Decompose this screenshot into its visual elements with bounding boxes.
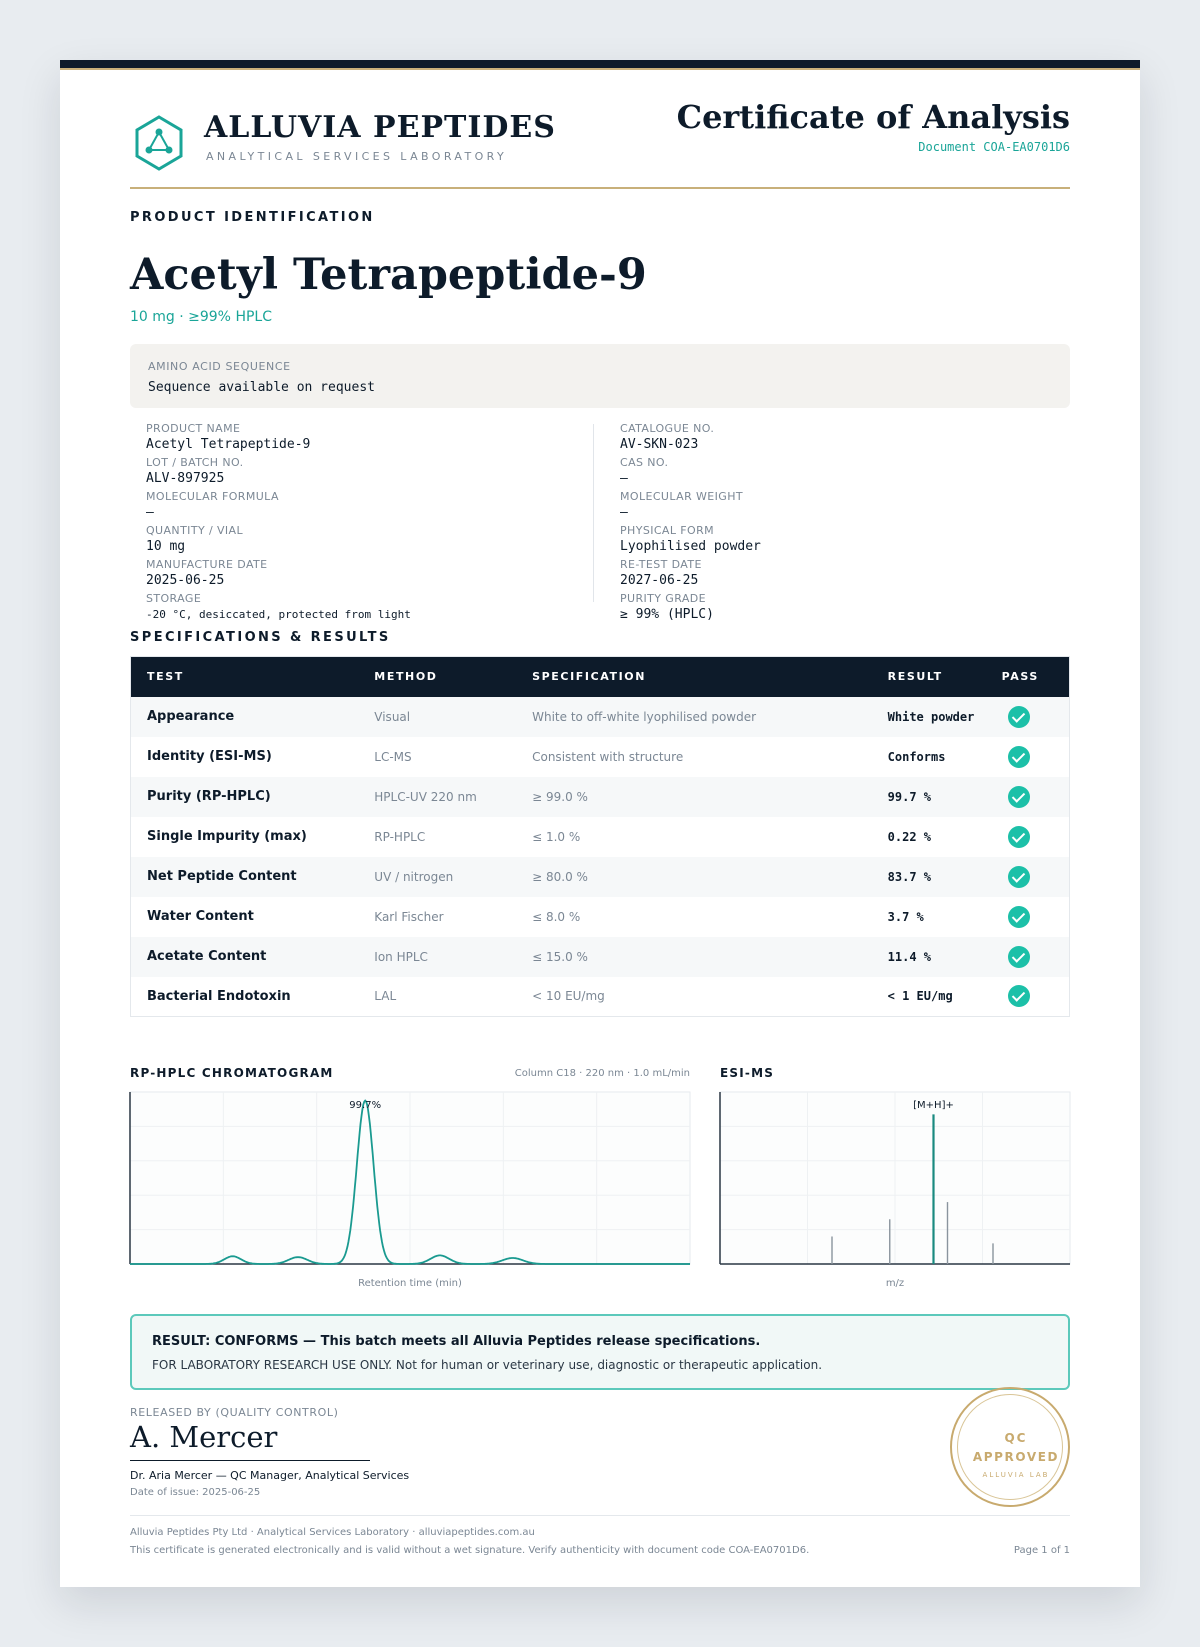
ms-chart-title: ESI-MS (720, 1066, 775, 1080)
field-value: 10 mg (146, 539, 186, 554)
field-value: 2025-06-25 (146, 573, 225, 588)
field-value: — (620, 471, 628, 486)
test-specification: ≤ 15.0 % (516, 937, 872, 977)
field-catalogue-number (620, 422, 714, 454)
signer-name: Dr. Aria Mercer — QC Manager, Analytical Services (130, 1469, 410, 1482)
table-row (131, 737, 1070, 777)
top-gold-rule (60, 68, 1140, 70)
page-number: Page 1 of 1 (1013, 1545, 1070, 1556)
field-value: 2027-06-25 (620, 573, 699, 588)
stamp-line-lab: ALLUVIA LAB (982, 1471, 1050, 1479)
footer-company-info: Alluvia Peptides Pty Ltd · Analytical Services Laboratory · alluviapeptides.com.au (130, 1527, 535, 1538)
test-name: Water Content (131, 897, 359, 937)
pass-cell (986, 817, 1070, 857)
field-label: STORAGE (146, 592, 202, 605)
table-row (131, 777, 1070, 817)
field-retest-date (620, 558, 702, 590)
test-name: Identity (ESI-MS) (131, 737, 359, 777)
specifications-table (130, 656, 1070, 1017)
field-value: ≥ 99% (HPLC) (620, 607, 714, 622)
field-label: MOLECULAR WEIGHT (620, 490, 743, 503)
molecular-ion-label: [M+H]+ (913, 1100, 954, 1111)
stamp-line-approved: APPROVED (972, 1450, 1060, 1464)
test-result: 83.7 % (872, 857, 986, 897)
field-label: QUANTITY / VIAL (146, 524, 243, 537)
check-circle-icon (1008, 706, 1030, 728)
table-row (131, 817, 1070, 857)
sequence-box (130, 344, 1070, 408)
test-specification: White to off-white lyophilised powder (516, 697, 872, 737)
pass-cell (986, 977, 1070, 1017)
test-specification: ≤ 8.0 % (516, 897, 872, 937)
field-product-name (146, 422, 310, 454)
field-label: CAS NO. (620, 456, 669, 469)
field-label: PURITY GRADE (620, 592, 706, 605)
esi-ms-spectrum-chart (720, 1092, 1070, 1264)
test-method: RP-HPLC (358, 817, 516, 857)
product-section-label: PRODUCT IDENTIFICATION (130, 210, 375, 225)
product-subtitle: 10 mg · ≥99% HPLC (130, 309, 272, 325)
result-statement: RESULT: CONFORMS — This batch meets all Alluvia Peptides release specifications. (152, 1334, 761, 1349)
test-method: Ion HPLC (358, 937, 516, 977)
field-value: ALV-897925 (146, 471, 225, 486)
field-quantity (146, 524, 243, 556)
field-molecular-formula (146, 490, 279, 522)
header-divider (130, 187, 1070, 189)
check-circle-icon (1008, 906, 1030, 928)
sequence-value: Sequence available on request (148, 380, 375, 395)
test-specification: < 10 EU/mg (516, 977, 872, 1017)
hplc-chart-note: Column C18 · 220 nm · 1.0 mL/min (514, 1068, 690, 1079)
test-specification: ≥ 80.0 % (516, 857, 872, 897)
field-manufacture-date (146, 558, 268, 590)
test-method: LC-MS (358, 737, 516, 777)
col-header-pass: PASS (986, 657, 1070, 697)
check-circle-icon (1008, 946, 1030, 968)
field-label: RE-TEST DATE (620, 558, 702, 571)
table-row (131, 937, 1070, 977)
field-value: — (146, 505, 154, 520)
test-method: HPLC-UV 220 nm (358, 777, 516, 817)
signature-line (130, 1460, 370, 1461)
test-result: < 1 EU/mg (872, 977, 986, 1017)
ms-x-axis-label: m/z (885, 1278, 905, 1289)
stamp-inner-ring (957, 1394, 1063, 1500)
check-circle-icon (1008, 746, 1030, 768)
research-use-disclaimer: FOR LABORATORY RESEARCH USE ONLY. Not for human or veterinary use, diagnostic or therapeutic application. (152, 1358, 823, 1372)
test-result: White powder (872, 697, 986, 737)
test-result: Conforms (872, 737, 986, 777)
issue-date: Date of issue: 2025-06-25 (130, 1487, 261, 1498)
table-row (131, 897, 1070, 937)
col-header-test: TEST (131, 657, 359, 697)
field-value: — (620, 505, 628, 520)
table-row (131, 977, 1070, 1017)
table-row (131, 857, 1070, 897)
document-code: Document COA-EA0701D6 (918, 140, 1070, 154)
test-result: 11.4 % (872, 937, 986, 977)
test-specification: Consistent with structure (516, 737, 872, 777)
test-result: 99.7 % (872, 777, 986, 817)
field-label: MANUFACTURE DATE (146, 558, 268, 571)
check-circle-icon (1008, 985, 1030, 1007)
main-peak-label: 99.7% (349, 1100, 382, 1111)
field-purity-grade (620, 592, 714, 624)
table-row (131, 697, 1070, 737)
sequence-label: AMINO ACID SEQUENCE (148, 360, 291, 373)
field-label: PHYSICAL FORM (620, 524, 715, 537)
test-name: Purity (RP-HPLC) (131, 777, 359, 817)
signature: A. Mercer (130, 1420, 278, 1454)
top-accent-bar (60, 60, 1140, 68)
pass-cell (986, 777, 1070, 817)
field-label: LOT / BATCH NO. (146, 456, 244, 469)
field-value: AV-SKN-023 (620, 437, 699, 452)
certificate-page (60, 60, 1140, 1587)
test-method: LAL (358, 977, 516, 1017)
field-physical-form (620, 524, 761, 556)
footer-verification-note: This certificate is generated electronically and is valid without a wet signature. Verify authenticity with document code COA-EA0701D6. (130, 1545, 810, 1556)
col-header-specification: SPECIFICATION (516, 657, 872, 697)
check-circle-icon (1008, 866, 1030, 888)
hplc-chromatogram-chart (130, 1092, 690, 1264)
brand-name: ALLUVIA PEPTIDES (204, 110, 556, 145)
pass-cell (986, 897, 1070, 937)
result-conformance-box (130, 1314, 1070, 1390)
qc-approved-stamp (950, 1387, 1070, 1507)
specs-section-label: SPECIFICATIONS & RESULTS (130, 630, 391, 645)
test-name: Single Impurity (max) (131, 817, 359, 857)
pass-cell (986, 737, 1070, 777)
test-specification: ≥ 99.0 % (516, 777, 872, 817)
col-header-method: METHOD (358, 657, 516, 697)
check-circle-icon (1008, 786, 1030, 808)
footer-divider (130, 1515, 1070, 1516)
pass-cell (986, 857, 1070, 897)
field-cas-number (620, 456, 668, 488)
field-value: Acetyl Tetrapeptide-9 (146, 437, 311, 452)
stamp-line-qc: QC (1004, 1431, 1028, 1445)
check-circle-icon (1008, 826, 1030, 848)
hplc-chart-title: RP-HPLC CHROMATOGRAM (130, 1066, 334, 1080)
test-name: Bacterial Endotoxin (131, 977, 359, 1017)
field-storage (146, 592, 411, 624)
field-value: -20 °C, desiccated, protected from light (146, 608, 411, 621)
hplc-x-axis-label: Retention time (min) (358, 1278, 462, 1289)
field-molecular-weight (620, 490, 743, 522)
pass-cell (986, 937, 1070, 977)
field-column-divider (593, 424, 594, 602)
test-name: Net Peptide Content (131, 857, 359, 897)
brand-subtitle: ANALYTICAL SERVICES LABORATORY (206, 150, 508, 163)
field-label: CATALOGUE NO. (620, 422, 715, 435)
field-label: PRODUCT NAME (146, 422, 241, 435)
field-value: Lyophilised powder (620, 539, 761, 554)
released-by-label: RELEASED BY (QUALITY CONTROL) (130, 1406, 339, 1419)
test-result: 0.22 % (872, 817, 986, 857)
hexagon-molecule-icon (134, 115, 184, 171)
col-header-result: RESULT (872, 657, 986, 697)
test-method: Visual (358, 697, 516, 737)
table-header-row (131, 657, 1070, 697)
test-specification: ≤ 1.0 % (516, 817, 872, 857)
test-method: Karl Fischer (358, 897, 516, 937)
test-name: Appearance (131, 697, 359, 737)
document-title: Certificate of Analysis (676, 98, 1070, 136)
product-title: Acetyl Tetrapeptide-9 (130, 250, 647, 300)
field-label: MOLECULAR FORMULA (146, 490, 279, 503)
pass-cell (986, 697, 1070, 737)
test-method: UV / nitrogen (358, 857, 516, 897)
test-name: Acetate Content (131, 937, 359, 977)
field-lot-number (146, 456, 244, 488)
test-result: 3.7 % (872, 897, 986, 937)
